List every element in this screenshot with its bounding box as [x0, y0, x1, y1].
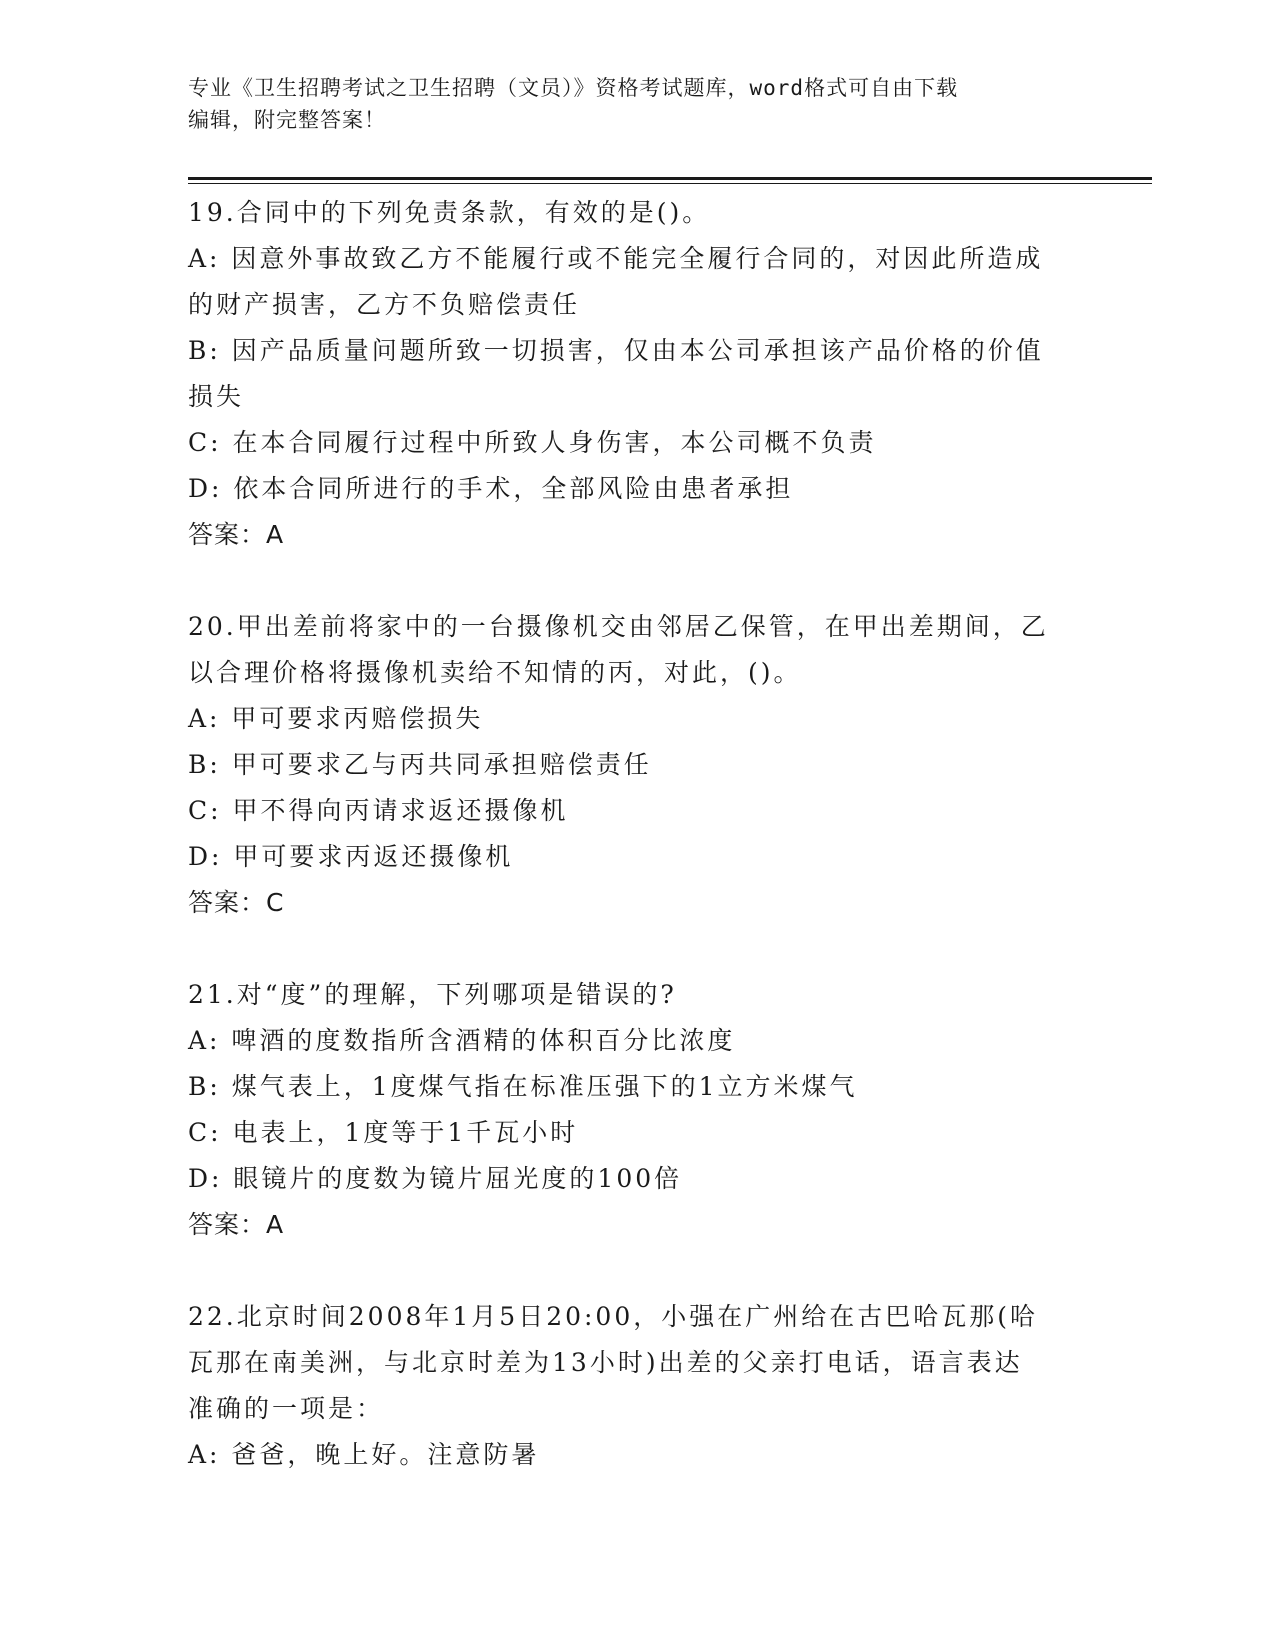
header-line-1: 专业《卫生招聘考试之卫生招聘（文员）》资格考试题库，word格式可自由下载 — [188, 76, 959, 100]
option-a: A: 甲可要求丙赔偿损失 — [188, 704, 484, 733]
option-a: A: 因意外事故致乙方不能履行或不能完全履行合同的，对因此所造成 — [188, 244, 1044, 273]
option-a-continued: 的财产损害，乙方不负赔偿责任 — [188, 290, 581, 319]
question-stem: 21.对“度”的理解，下列哪项是错误的? — [188, 980, 677, 1009]
question-stem: 22.北京时间2008年1月5日20:00，小强在广州给在古巴哈瓦那(哈 — [188, 1302, 1038, 1331]
option-b: B: 因产品质量问题所致一切损害，仅由本公司承担该产品价格的价值 — [188, 336, 1044, 365]
option-d: D: 眼镜片的度数为镜片屈光度的100倍 — [188, 1164, 683, 1193]
option-c: C: 在本合同履行过程中所致人身伤害，本公司概不负责 — [188, 428, 877, 457]
document-header — [188, 72, 1088, 136]
header-divider-thick — [188, 177, 1152, 180]
option-c: C: 甲不得向丙请求返还摄像机 — [188, 796, 569, 825]
option-a: A: 爸爸，晚上好。注意防暑 — [188, 1440, 540, 1469]
option-a: A: 啤酒的度数指所含酒精的体积百分比浓度 — [188, 1026, 736, 1055]
answer-label: 答案：A — [188, 1210, 285, 1239]
option-c: C: 电表上，1度等于1千瓦小时 — [188, 1118, 579, 1147]
question-list — [188, 190, 1088, 1478]
question-stem: 20.甲出差前将家中的一台摄像机交由邻居乙保管，在甲出差期间，乙 — [188, 612, 1049, 641]
option-b: B: 甲可要求乙与丙共同承担赔偿责任 — [188, 750, 652, 779]
question-spacer — [188, 558, 1088, 604]
question-spacer — [188, 926, 1088, 972]
answer-label: 答案：C — [188, 888, 285, 917]
question-stem-continued: 准确的一项是： — [188, 1394, 385, 1423]
header-line-2: 编辑，附完整答案！ — [188, 108, 386, 132]
question-19 — [188, 190, 1088, 558]
question-22 — [188, 1294, 1088, 1478]
answer-label: 答案：A — [188, 520, 285, 549]
question-stem: 19.合同中的下列免责条款，有效的是()。 — [188, 198, 711, 227]
header-divider-thin — [188, 183, 1152, 184]
question-20 — [188, 604, 1088, 926]
question-stem-continued: 以合理价格将摄像机卖给不知情的丙，对此，()。 — [188, 658, 802, 687]
option-d: D: 依本合同所进行的手术，全部风险由患者承担 — [188, 474, 794, 503]
question-stem-continued: 瓦那在南美洲，与北京时差为13小时)出差的父亲打电话，语言表达 — [188, 1348, 1023, 1377]
option-b-continued: 损失 — [188, 382, 245, 411]
option-b: B: 煤气表上，1度煤气指在标准压强下的1立方米煤气 — [188, 1072, 858, 1101]
question-21 — [188, 972, 1088, 1248]
question-spacer — [188, 1248, 1088, 1294]
option-d: D: 甲可要求丙返还摄像机 — [188, 842, 514, 871]
